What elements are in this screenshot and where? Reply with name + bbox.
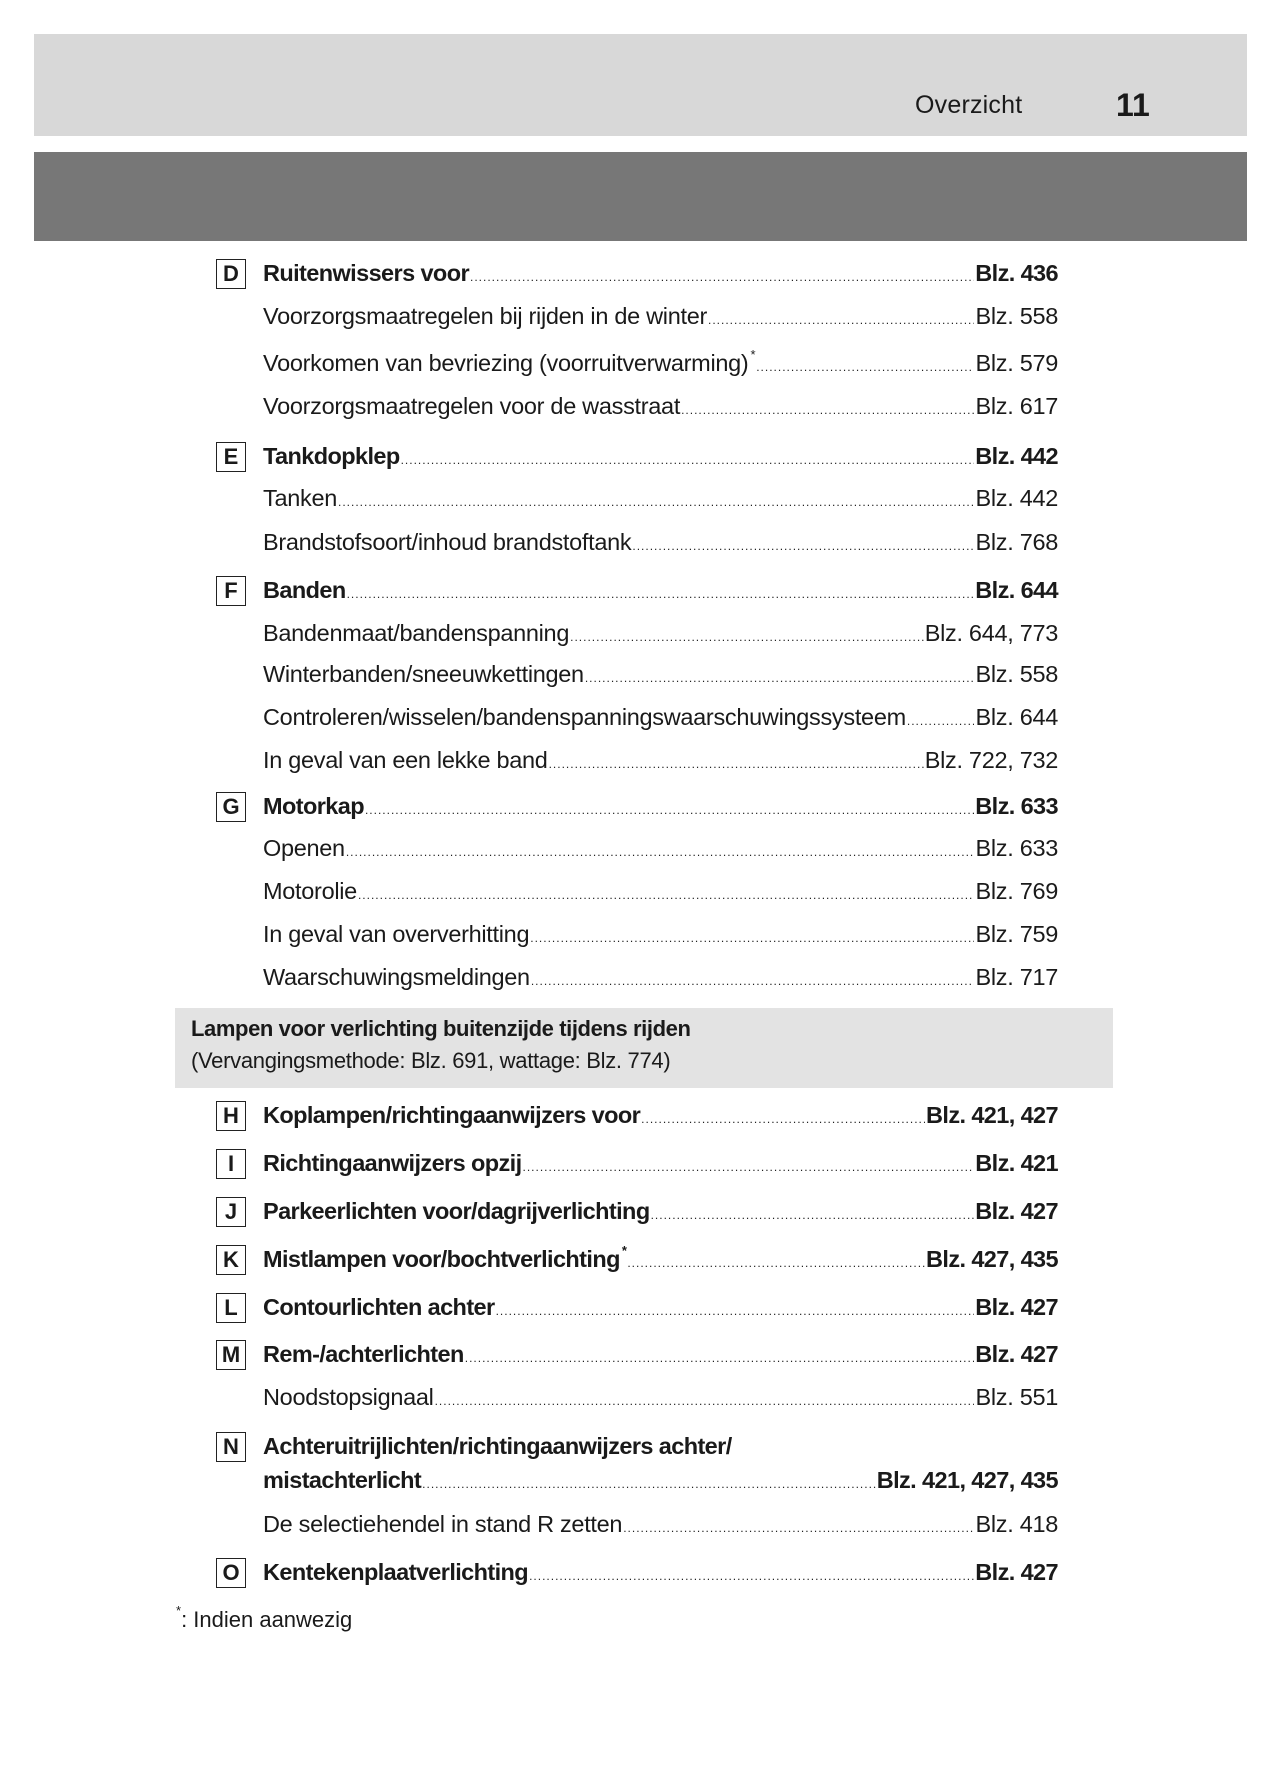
dot-leader xyxy=(549,753,924,775)
page-ref[interactable]: Blz. 427 xyxy=(975,1341,1058,1367)
entry-label: Motorkap xyxy=(263,793,364,819)
entry-label: Rem-/achterlichten xyxy=(263,1341,464,1367)
dot-leader xyxy=(529,1565,974,1587)
index-entry xyxy=(263,1557,1058,1587)
footnote xyxy=(176,1596,352,1635)
index-entry xyxy=(263,1465,1058,1495)
page-number: 11 xyxy=(1116,87,1150,123)
page-ref[interactable]: Blz. 617 xyxy=(975,393,1058,419)
index-subentry xyxy=(263,1509,1058,1539)
index-subentry xyxy=(263,301,1058,331)
dot-leader xyxy=(531,970,975,992)
page-ref[interactable]: Blz. 633 xyxy=(975,835,1058,861)
entry-label: Waarschuwingsmeldingen xyxy=(263,964,530,990)
entry-label: Richtingaanwijzers opzij xyxy=(263,1150,522,1176)
dot-leader xyxy=(470,266,974,288)
marker-g: G xyxy=(216,792,246,822)
entry-label: Tanken xyxy=(263,485,337,511)
dot-leader xyxy=(346,841,975,863)
index-subentry xyxy=(263,391,1058,421)
dot-leader xyxy=(530,927,974,949)
dot-leader xyxy=(708,309,974,331)
page-ref[interactable]: Blz. 551 xyxy=(975,1384,1058,1410)
index-entry xyxy=(263,1196,1058,1226)
entry-label: Contourlichten achter xyxy=(263,1294,495,1320)
dot-leader xyxy=(632,535,974,557)
dot-leader xyxy=(756,356,974,378)
entry-label: Voorkomen van bevriezing (voorruitverwarming) * xyxy=(263,347,756,376)
index-entry xyxy=(263,1339,1058,1369)
page-ref[interactable]: Blz. 558 xyxy=(975,303,1058,329)
dot-leader xyxy=(627,1252,925,1274)
section-title: Overzicht xyxy=(915,91,1023,119)
entry-label: Motorolie xyxy=(263,878,357,904)
dot-leader xyxy=(401,449,975,471)
page-ref[interactable]: Blz. 769 xyxy=(975,878,1058,904)
entry-label-line1: Achteruitrijlichten/richtingaanwijzers achter/ xyxy=(263,1433,732,1459)
entry-label: De selectiehendel in stand R zetten xyxy=(263,1511,623,1537)
index-subentry xyxy=(263,919,1058,949)
page-ref[interactable]: Blz. 579 xyxy=(975,350,1058,376)
index-subentry xyxy=(263,1382,1058,1412)
page-ref[interactable]: Blz. 768 xyxy=(975,529,1058,555)
page-ref[interactable]: Blz. 644 xyxy=(975,577,1058,603)
page-ref[interactable]: Blz. 558 xyxy=(975,661,1058,687)
entry-label: Brandstofsoort/inhoud brandstoftank xyxy=(263,529,632,555)
marker-f: F xyxy=(216,576,246,606)
index-subentry xyxy=(263,483,1058,513)
lamps-section-title: Lampen voor verlichting buitenzijde tijdens rijden xyxy=(191,1016,691,1041)
marker-m: M xyxy=(216,1340,246,1370)
footnote-mark: * xyxy=(750,347,756,362)
page-ref[interactable]: Blz. 427 xyxy=(975,1294,1058,1320)
lamps-section-subtitle: (Vervangingsmethode: Blz. 691, wattage: Blz. 774) xyxy=(191,1048,671,1073)
page-ref[interactable]: Blz. 421, 427, 435 xyxy=(876,1467,1058,1493)
lamps-section-header xyxy=(175,1008,1113,1088)
marker-j: J xyxy=(216,1197,246,1227)
dot-leader xyxy=(585,667,975,689)
index-subentry xyxy=(263,702,1058,732)
entry-label: Controleren/wisselen/bandenspanningswaarschuwingssysteem xyxy=(263,704,906,730)
page-ref[interactable]: Blz. 717 xyxy=(975,964,1058,990)
dot-leader xyxy=(681,399,974,421)
marker-h: H xyxy=(216,1101,246,1131)
page-ref[interactable]: Blz. 644 xyxy=(975,704,1058,730)
dot-leader xyxy=(422,1473,876,1495)
index-entry xyxy=(263,791,1058,821)
page-ref[interactable]: Blz. 418 xyxy=(975,1511,1058,1537)
page-ref[interactable]: Blz. 421, 427 xyxy=(926,1102,1058,1128)
entry-label: Winterbanden/sneeuwkettingen xyxy=(263,661,584,687)
entry-label: In geval van een lekke band xyxy=(263,747,548,773)
dot-leader xyxy=(570,626,924,648)
dot-leader xyxy=(496,1300,975,1322)
page-ref[interactable]: Blz. 421 xyxy=(975,1150,1058,1176)
entry-label: Mistlampen voor/bochtverlichting * xyxy=(263,1243,627,1272)
entry-label: Voorzorgsmaatregelen voor de wasstraat xyxy=(263,393,681,419)
marker-e: E xyxy=(216,442,246,472)
index-subentry xyxy=(263,618,1058,648)
entry-label: Openen xyxy=(263,835,345,861)
page-ref[interactable]: Blz. 759 xyxy=(975,921,1058,947)
index-subentry xyxy=(263,876,1058,906)
marker-l: L xyxy=(216,1293,246,1323)
entry-label: Tankdopklep xyxy=(263,443,400,469)
marker-n: N xyxy=(216,1432,246,1462)
index-entry xyxy=(263,1292,1058,1322)
entry-label: Bandenmaat/bandenspanning xyxy=(263,620,570,646)
marker-k: K xyxy=(216,1245,246,1275)
index-entry xyxy=(263,441,1058,471)
dot-leader xyxy=(651,1204,975,1226)
marker-o: O xyxy=(216,1558,246,1588)
index-entry xyxy=(263,1148,1058,1178)
page-ref[interactable]: Blz. 427 xyxy=(975,1559,1058,1585)
page-ref[interactable]: Blz. 442 xyxy=(975,443,1058,469)
index-subentry xyxy=(263,745,1058,775)
entry-label: Ruitenwissers voor xyxy=(263,260,469,286)
entry-label: Koplampen/richtingaanwijzers voor xyxy=(263,1102,641,1128)
footnote-text: : Indien aanwezig xyxy=(181,1607,353,1632)
page-ref[interactable]: Blz. 722, 732 xyxy=(924,747,1058,773)
page-ref[interactable]: Blz. 427 xyxy=(975,1198,1058,1224)
dot-leader xyxy=(623,1517,974,1539)
entry-label: Parkeerlichten voor/dagrijverlichting xyxy=(263,1198,650,1224)
entry-label: Kentekenplaatverlichting xyxy=(263,1559,529,1585)
dot-leader xyxy=(907,710,975,732)
dot-leader xyxy=(347,583,975,605)
index-entry xyxy=(263,575,1058,605)
marker-i: I xyxy=(216,1149,246,1179)
footnote-mark: * xyxy=(176,1603,182,1618)
index-entry xyxy=(263,1100,1058,1130)
header-band-dark xyxy=(34,152,1247,241)
page-ref[interactable]: Blz. 442 xyxy=(975,485,1058,511)
index-subentry xyxy=(263,348,1058,378)
index-subentry xyxy=(263,659,1058,689)
dot-leader xyxy=(365,799,974,821)
dot-leader xyxy=(465,1347,975,1369)
dot-leader xyxy=(435,1390,975,1412)
index-entry xyxy=(263,1244,1058,1274)
page-ref[interactable]: Blz. 427, 435 xyxy=(926,1246,1058,1272)
entry-label: In geval van oververhitting xyxy=(263,921,530,947)
header-band-light xyxy=(34,34,1247,136)
entry-label: Banden xyxy=(263,577,346,603)
page-ref[interactable]: Blz. 436 xyxy=(975,260,1058,286)
index-subentry xyxy=(263,527,1058,557)
page-ref[interactable]: Blz. 633 xyxy=(975,793,1058,819)
dot-leader xyxy=(338,491,975,513)
entry-label: Noodstopsignaal xyxy=(263,1384,434,1410)
entry-label: mistachterlicht xyxy=(263,1467,422,1493)
index-entry xyxy=(263,258,1058,288)
marker-d: D xyxy=(216,259,246,289)
index-subentry xyxy=(263,833,1058,863)
page-ref[interactable]: Blz. 644, 773 xyxy=(924,620,1058,646)
footnote-mark: * xyxy=(621,1243,627,1258)
dot-leader xyxy=(358,884,975,906)
dot-leader xyxy=(641,1108,925,1130)
index-subentry xyxy=(263,962,1058,992)
entry-label: Voorzorgsmaatregelen bij rijden in de winter xyxy=(263,303,707,329)
dot-leader xyxy=(523,1156,975,1178)
